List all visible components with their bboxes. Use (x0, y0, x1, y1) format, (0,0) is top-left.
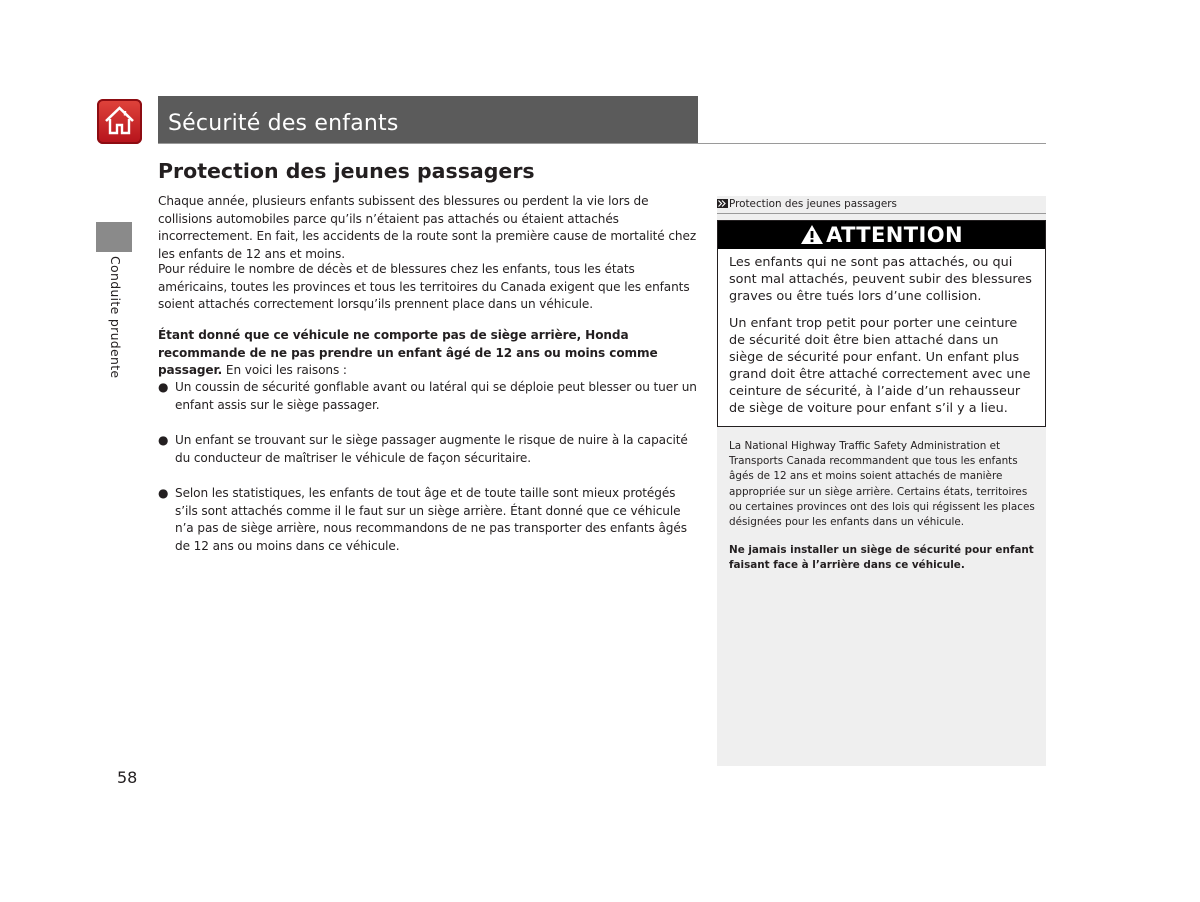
recommendation-rest: En voici les raisons : (222, 363, 347, 378)
sidebar-reference[interactable] (717, 196, 1046, 214)
header-divider (158, 143, 1046, 144)
main-heading: Protection des jeunes passagers (158, 159, 535, 183)
bullet-text: Un enfant se trouvant sur le siège passager augmente le risque de nuire à la capacité du conducteur de maîtriser le véhicule de façon sécuritaire. (175, 433, 688, 465)
page-number: 58 (117, 768, 138, 787)
sidebar-reference-label: Protection des jeunes passagers (729, 198, 897, 210)
bullet-icon: ● (158, 380, 169, 394)
paragraph-recommendation (158, 327, 700, 380)
sidebar-note-1: La National Highway Traffic Safety Administration et Transports Canada recommandent que tous les enfants âgés de 12 ans et moins soient attachés de manière appropriée sur un siège arrière. Certains états, territoires ou certaines provinces ont des lois qui régissent les places désignées pour les enfants dans un véhicule. (729, 440, 1035, 529)
house-glyph (103, 104, 136, 137)
attention-body (729, 254, 1035, 427)
attention-title: ATTENTION (826, 223, 963, 247)
sidebar-notes (729, 439, 1035, 587)
attention-text-2: Un enfant trop petit pour porter une ceinture de sécurité doit être bien attaché dans un siège de sécurité pour enfant. Un enfant plus grand doit être attaché correctement avec une ceinture de sécurité, à l’aide d’un rehausseur de siège de voiture pour enfant s’il y a lieu. (729, 316, 1031, 416)
home-icon[interactable] (97, 99, 142, 144)
attention-box (717, 220, 1046, 427)
double-chevron-icon (717, 199, 728, 208)
sidebar-note-2: Ne jamais installer un siège de sécurité pour enfant faisant face à l’arrière dans ce véhicule. (729, 544, 1034, 572)
section-title: Sécurité des enfants (168, 111, 399, 136)
bullet-icon: ● (158, 433, 169, 447)
bullet-text: Selon les statistiques, les enfants de tout âge et de toute taille sont mieux protégés s’ils sont attachés comme il le faut sur un siège arrière. Étant donné que ce véhicule n’a pas de siège arrière, nous recommandons de ne pas transporter des enfants âgés de 12 ans ou moins dans ce véhicule. (175, 486, 687, 553)
side-tab-label: Conduite prudente (108, 256, 123, 379)
side-tab-marker (96, 222, 132, 252)
warning-triangle-icon (800, 224, 824, 245)
attention-text-1: Les enfants qui ne sont pas attachés, ou qui sont mal attachés, peuvent subir des blessures graves ou être tués lors d’une collision. (729, 255, 1032, 304)
paragraph-laws: Pour réduire le nombre de décès et de blessures chez les enfants, tous les états américains, toutes les provinces et tous les territoires du Canada exigent que les enfants soient attachés correctement lorsqu’ils prennent place dans un véhicule. (158, 262, 690, 312)
sidebar-panel (717, 196, 1046, 766)
bullet-icon: ● (158, 486, 169, 500)
paragraph-intro: Chaque année, plusieurs enfants subissent des blessures ou perdent la vie lors de collisions automobiles parce qu’ils n’étaient pas attachés ou étaient attachés incorrectement. En fait, les accidents de la route sont la première cause de mortalité chez les enfants de 12 ans et moins. (158, 194, 697, 261)
bullet-text: Un coussin de sécurité gonflable avant ou latéral qui se déploie peut blesser ou tuer un enfant assis sur le siège passager. (175, 380, 697, 412)
section-header-bar (158, 96, 698, 144)
attention-header (718, 221, 1045, 249)
recommendation-bold: Étant donné que ce véhicule ne comporte pas de siège arrière, Honda recommande de ne pas prendre un enfant âgé de 12 ans ou moins comme passager. (158, 328, 658, 378)
